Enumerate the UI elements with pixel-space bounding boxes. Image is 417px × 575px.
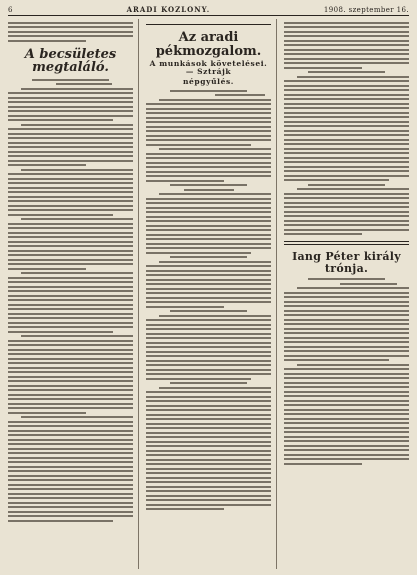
left-headline-block xyxy=(8,48,133,75)
newspaper-title: ARADI KOZLONY. xyxy=(126,5,211,14)
center-headline-block xyxy=(146,31,271,86)
left-column xyxy=(8,19,139,569)
center-subheadline-2: népgyűlés. xyxy=(183,77,234,87)
right-column xyxy=(284,19,409,569)
right-headline-block xyxy=(284,251,409,274)
center-headline: Az aradi pékmozgalom. xyxy=(155,30,262,59)
issue-date: 1908. szeptember 16. xyxy=(323,6,409,14)
right-headline: Iang Péter király trónja. xyxy=(292,250,401,275)
center-subheadline: A munkások követelései. — Sztrájk xyxy=(149,59,268,77)
center-column xyxy=(146,19,277,569)
page-number: 6 xyxy=(8,6,13,14)
columns xyxy=(8,19,409,569)
masthead xyxy=(8,4,409,16)
left-headline: A becsületes megtaláló. xyxy=(24,46,117,76)
